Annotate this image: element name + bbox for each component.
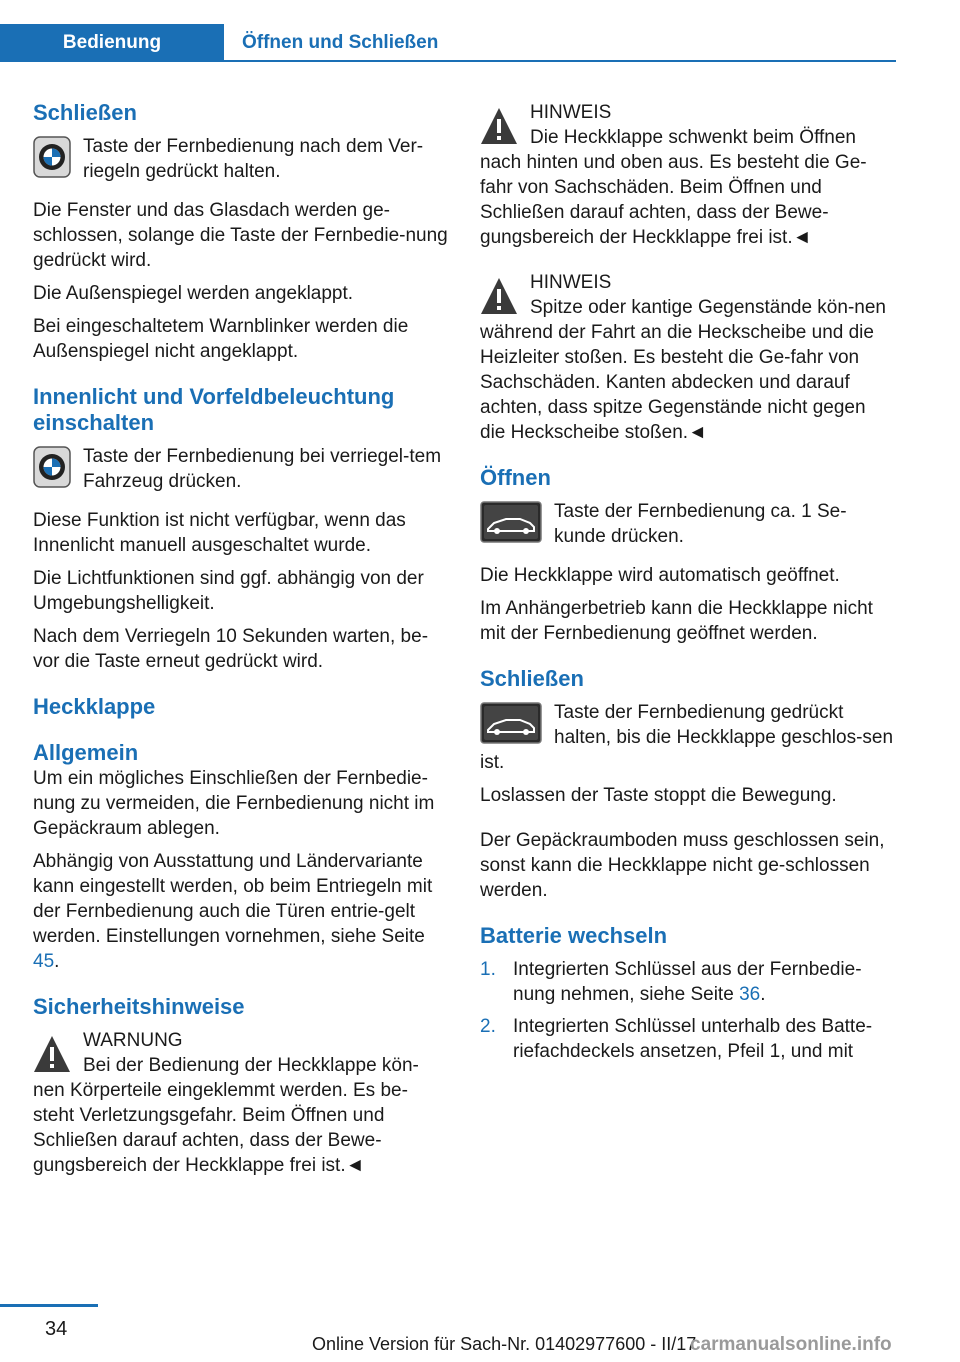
remote-key-instruction <box>33 134 448 184</box>
warning-label: WARNUNG <box>83 1030 183 1051</box>
remote-key-instruction <box>33 444 448 494</box>
page-link-36[interactable]: 36 <box>739 984 761 1005</box>
warning-triangle-icon <box>480 106 518 146</box>
paragraph-end: . <box>54 951 60 972</box>
trunk-button-instruction <box>480 499 896 549</box>
icon-text: Taste der Fernbedienung ca. 1 Se‐kunde drücken. <box>554 501 847 547</box>
car-trunk-icon <box>480 501 542 543</box>
paragraph: Die Außenspiegel werden angeklappt. <box>33 283 354 304</box>
step-text: Integrierten Schlüssel unterhalb des Batte‐riefachdeckels ansetzen, Pfeil 1, und mit <box>513 1016 873 1062</box>
paragraph-with-link <box>33 849 448 974</box>
section-title-heckklappe: Heckklappe <box>33 694 156 719</box>
bmw-roundel-icon <box>33 136 71 178</box>
paragraph: Diese Funktion ist nicht verfügbar, wenn das Innenlicht manuell ausgeschaltet wurde. <box>33 510 406 556</box>
paragraph: Die Heckklappe wird automatisch geöffnet. <box>480 565 840 586</box>
warning-block <box>33 1028 448 1178</box>
note-text: Die Heckklappe schwenkt beim Öffnen nach hinten und oben aus. Es besteht die Ge‐fahr von Sachschäden. Beim Öffnen und Schließen darauf achten, dass der Bewe‐gungsbereich der Heckklappe frei ist.◄ <box>480 127 867 248</box>
note-text: Spitze oder kantige Gegenstände kön‐nen während der Fahrt an die Heckscheibe und die Heizleiter stoßen. Es besteht die Ge‐fahr von Sachschäden. Kanten abdecken und darauf achten, dass spitze Gegenstände nicht gegen die Heckscheibe stoßen.◄ <box>480 297 886 443</box>
page-number: 34 <box>45 1318 68 1340</box>
section-title-allgemein: Allgemein <box>33 740 139 765</box>
paragraph: Nach dem Verriegeln 10 Sekunden warten, be‐vor die Taste erneut gedrückt wird. <box>33 626 429 672</box>
left-column <box>33 100 448 1178</box>
section-title-innenlicht: Innenlicht und Vorfeldbeleuchtung einschalten <box>33 384 395 435</box>
section-title-schliessen-heckklappe: Schließen <box>480 666 584 691</box>
section-title-batterie-wechseln: Batterie wechseln <box>480 923 668 948</box>
online-version-text: Online Version für Sach-Nr. 01402977600 - II/17 <box>312 1334 697 1354</box>
paragraph: Der Gepäckraumboden muss geschlossen sein, sonst kann die Heckklappe nicht ge‐schlossen werden. <box>480 830 885 901</box>
paragraph: Bei eingeschaltetem Warnblinker werden die Außenspiegel nicht angeklappt. <box>33 316 409 362</box>
note-label: HINWEIS <box>530 272 612 293</box>
paragraph: Die Fenster und das Glasdach werden ge‐schlossen, solange die Taste der Fernbedie‐nung gedrückt wird. <box>33 200 448 271</box>
icon-text: Taste der Fernbedienung nach dem Ver‐riegeln gedrückt halten. <box>83 136 424 182</box>
step-number: 2. <box>480 1016 496 1037</box>
warning-text: Bei der Bedienung der Heckklappe kön‐nen Körperteile eingeklemmt werden. Es be‐steht Verletzungsgefahr. Beim Öffnen und Schließen darauf achten, dass der Bewe‐gungsbereich der Heckklappe frei ist.◄ <box>33 1055 419 1176</box>
note-block-1 <box>480 100 896 250</box>
paragraph: Die Lichtfunktionen sind ggf. abhängig von der Umgebungshelligkeit. <box>33 568 424 614</box>
list-item <box>480 957 896 1007</box>
bmw-roundel-icon <box>33 446 71 488</box>
page-link-45[interactable]: 45 <box>33 951 55 972</box>
paragraph-text: Abhängig von Ausstattung und Ländervariante kann eingestellt werden, ob beim Entriegeln mit der Fernbedienung auch die Türen entrie‐gelt werden. Einstellungen vornehmen, siehe Seite <box>33 851 433 947</box>
trunk-button-instruction <box>480 700 896 775</box>
note-label: HINWEIS <box>530 102 612 123</box>
warning-triangle-icon <box>480 276 518 316</box>
icon-text: Taste der Fernbedienung bei verriegel‐tem Fahrzeug drücken. <box>83 446 442 492</box>
footer-divider <box>0 1304 98 1307</box>
list-item <box>480 1014 896 1064</box>
icon-text: Taste der Fernbedienung gedrückt halten, bis die Heckklappe geschlos‐sen ist. <box>480 702 894 773</box>
paragraph: Im Anhängerbetrieb kann die Heckklappe nicht mit der Fernbedienung geöffnet werden. <box>480 598 873 644</box>
watermark: carmanualsonline.info <box>690 1334 892 1355</box>
warning-triangle-icon <box>33 1034 71 1074</box>
section-title-oeffnen: Öffnen <box>480 465 551 490</box>
steps-list <box>480 957 896 1064</box>
page-header <box>0 0 960 66</box>
section-title-schliessen: Schließen <box>33 100 137 125</box>
paragraph: Um ein mögliches Einschließen der Fernbedie‐nung zu vermeiden, die Fernbedienung nicht im Gepäckraum ablegen. <box>33 768 435 839</box>
step-end: . <box>760 984 766 1005</box>
header-tab-bedienung[interactable]: Bedienung <box>0 24 224 62</box>
car-trunk-icon <box>480 702 542 744</box>
header-divider <box>224 60 896 62</box>
note-block-2 <box>480 270 896 445</box>
step-number: 1. <box>480 959 496 980</box>
right-column <box>480 100 896 1071</box>
section-title-sicherheitshinweise: Sicherheitshinweise <box>33 994 245 1019</box>
header-tab-oeffnen-schliessen[interactable]: Öffnen und Schließen <box>242 32 439 53</box>
step-text: Integrierten Schlüssel aus der Fernbedie‐nung nehmen, siehe Seite <box>513 959 862 1005</box>
paragraph: Loslassen der Taste stoppt die Bewegung. <box>480 785 837 806</box>
